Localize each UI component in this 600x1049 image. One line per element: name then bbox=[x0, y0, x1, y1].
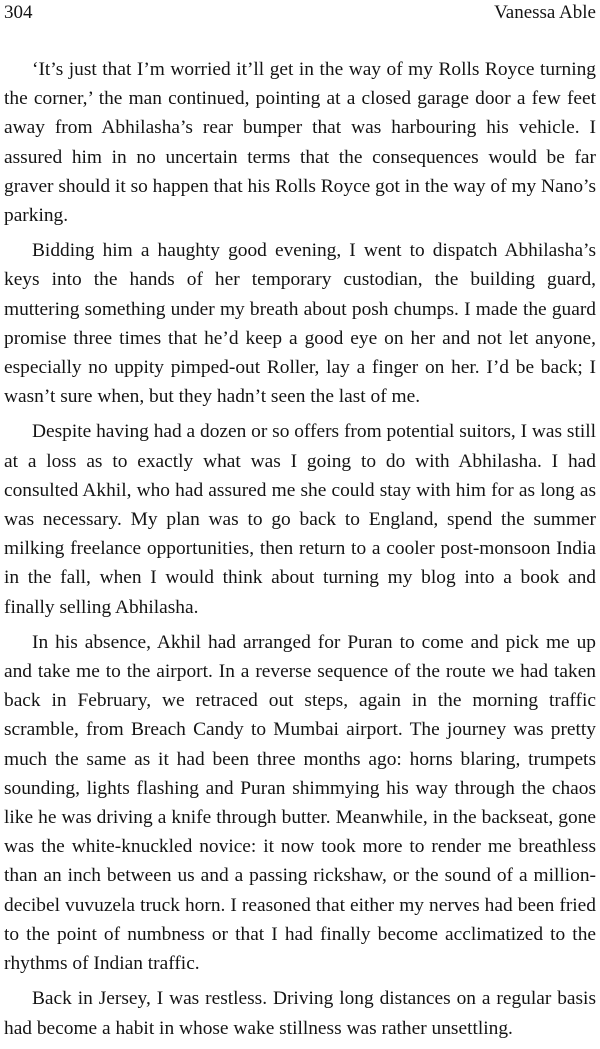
paragraph-3: Despite having had a dozen or so offers from potential suitors, I was still at a loss as to exactly what was I going to do with Abhilasha. I had consulted Akhil, who had assured me she could stay with him for as long as was necessary. My plan was to go back to England, spend the summer milking freelance opportunities, then return to a cooler post-monsoon India in the fall, when I would think about turning my blog into a book and finally selling Abhilasha. bbox=[4, 421, 597, 618]
paragraph-2: Bidding him a haughty good evening, I went to dispatch Abhilasha’s keys into the hands of her temporary custodian, the building guard, muttering something under my breath about posh chumps. I made the guard promise three times that he’d keep a good eye on her and not let anyone, especially no uppity pimped-out Roller, lay a finger on her. I’d be back; I wasn’t sure when, but they hadn’t seen the last of me. bbox=[4, 240, 596, 408]
page-number: 304 bbox=[4, 2, 33, 23]
paragraph-1: ‘It’s just that I’m worried it’ll get in the way of my Rolls Royce turning the corner,’ the man continued, pointing at a closed garage door a few feet away from Abhilasha’s rear bumper that was harbouring his vehicle. I assured him in no uncertain terms that the consequences would be far graver should it so happen that his Rolls Royce got in the way of my Nano’s parking. bbox=[4, 59, 596, 227]
running-head bbox=[4, 0, 596, 26]
running-title: Vanessa Able bbox=[494, 2, 596, 23]
body-text bbox=[4, 55, 596, 1049]
paragraph-5: Back in Jersey, I was restless. Driving long distances on a regular basis had become a habit in whose wake stillness was rather unsettling. bbox=[4, 988, 596, 1039]
paragraph-4: In his absence, Akhil had arranged for Puran to come and pick me up and take me to the airport. In a reverse sequence of the route we had taken back in February, we retraced out steps, again in the morning traffic scramble, from Breach Candy to Mumbai airport. The journey was pretty much the same as it had been three months ago: horns blaring, trumpets sounding, lights flashing and Puran shimmying his way through the chaos like he was driving a knife through butter. Meanwhile, in the backseat, gone was the white-knuckled novice: it now took more to render me breathless than an inch between us and a passing rickshaw, or the sound of a million-decibel vuvuzela truck horn. I reasoned that either my nerves had been fried to the point of numbness or that I had finally become acclimatized to the rhythms of Indian traffic. bbox=[4, 631, 596, 975]
